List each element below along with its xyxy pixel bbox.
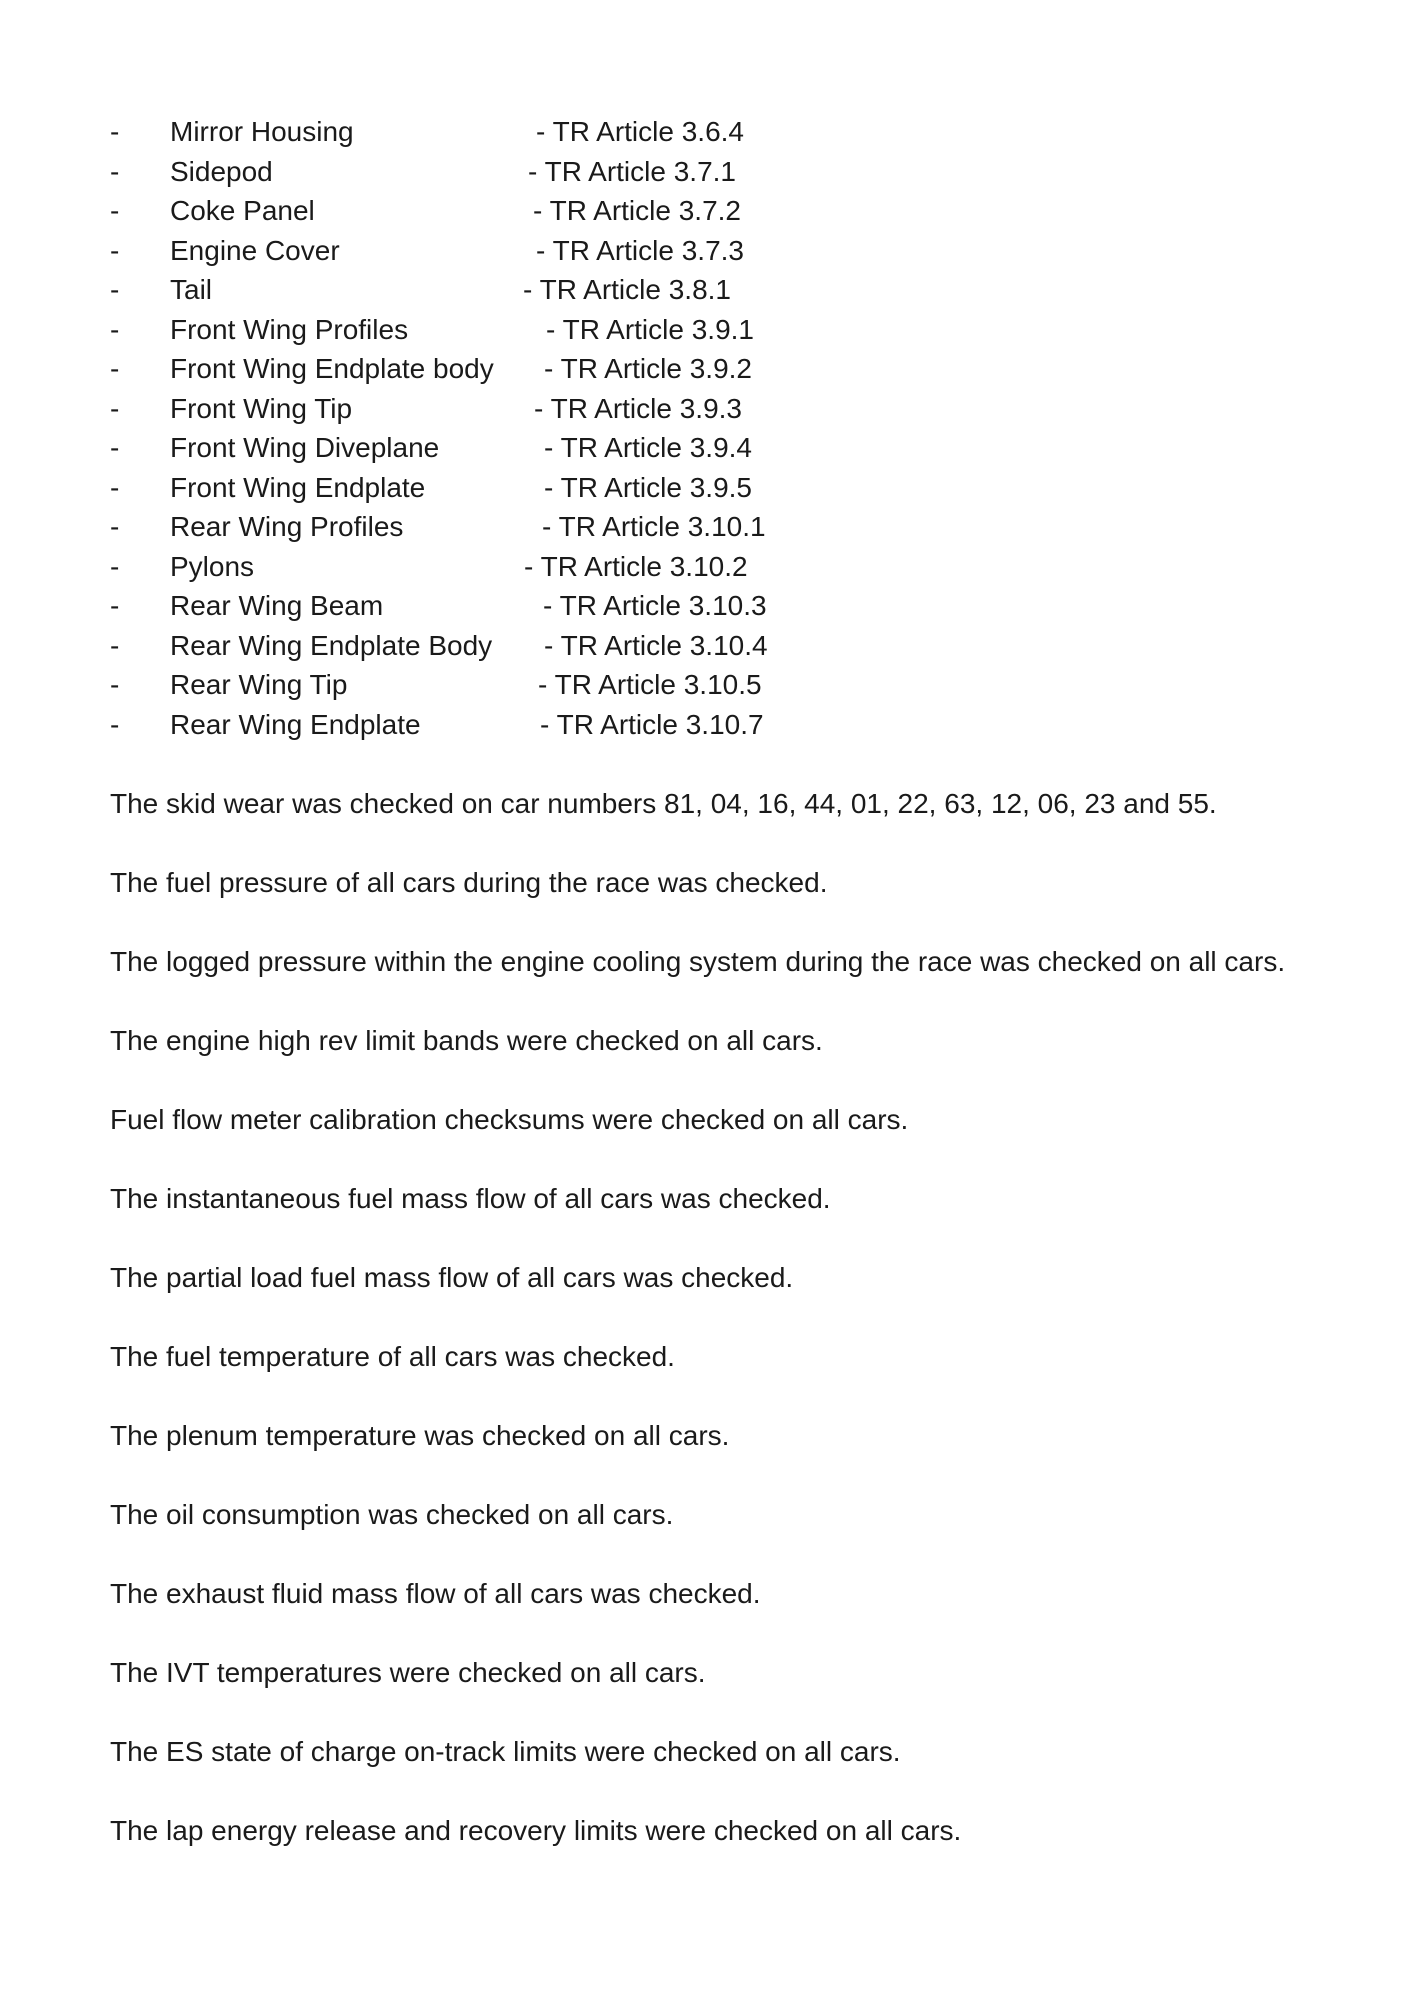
- list-item: [110, 276, 1010, 316]
- article-reference: - TR Article 3.10.7: [540, 708, 764, 740]
- component-name: Pylons: [170, 550, 255, 582]
- article-reference: - TR Article 3.10.1: [542, 511, 766, 542]
- article-reference: - TR Article 3.8.1: [523, 274, 732, 305]
- article-reference: - TR Article 3.10.2: [524, 550, 748, 582]
- paragraph: The lap energy release and recovery limits were checked on all cars.: [110, 1815, 962, 1846]
- list-item: [110, 392, 1010, 435]
- list-item: [110, 513, 1010, 553]
- list-dash: -: [110, 550, 120, 582]
- list-dash: -: [110, 708, 120, 740]
- list-dash: -: [110, 392, 120, 424]
- paragraph: The engine high rev limit bands were checked on all cars.: [110, 1025, 823, 1056]
- paragraph: The fuel temperature of all cars was checked.: [110, 1341, 675, 1372]
- component-name: Front Wing Tip: [170, 392, 353, 424]
- article-reference: - TR Article 3.10.4: [544, 629, 768, 661]
- article-reference: - TR Article 3.9.2: [544, 353, 753, 384]
- paragraph: The instantaneous fuel mass flow of all cars was checked.: [110, 1183, 831, 1214]
- list-item: [110, 118, 1010, 158]
- article-reference: - TR Article 3.9.4: [544, 432, 753, 463]
- list-dash: -: [110, 155, 120, 187]
- list-item: [110, 234, 1010, 277]
- list-item: [110, 197, 1010, 237]
- list-item: [110, 313, 1010, 356]
- article-reference: - TR Article 3.7.3: [536, 234, 745, 266]
- paragraph: The fuel pressure of all cars during the race was checked.: [110, 867, 828, 898]
- component-name: Coke Panel: [170, 195, 315, 226]
- paragraph: The skid wear was checked on car numbers 81, 04, 16, 44, 01, 22, 63, 12, 06, 23 and 55.: [110, 788, 1217, 819]
- list-dash: -: [110, 471, 120, 503]
- component-name: Engine Cover: [170, 234, 340, 266]
- component-name: Front Wing Profiles: [170, 313, 409, 345]
- list-dash: -: [110, 590, 120, 621]
- paragraph: The plenum temperature was checked on all cars.: [110, 1420, 730, 1451]
- list-dash: -: [110, 669, 120, 700]
- paragraph: Fuel flow meter calibration checksums were checked on all cars.: [110, 1104, 909, 1135]
- component-name: Front Wing Endplate: [170, 471, 426, 503]
- component-name: Rear Wing Endplate: [170, 708, 421, 740]
- list-dash: -: [110, 511, 120, 542]
- article-reference: - TR Article 3.9.3: [534, 392, 743, 424]
- list-item: [110, 629, 1010, 672]
- article-reference: - TR Article 3.7.1: [528, 155, 737, 187]
- paragraph: The IVT temperatures were checked on all cars.: [110, 1657, 706, 1688]
- article-reference: - TR Article 3.7.2: [533, 195, 742, 226]
- list-item: [110, 550, 1010, 593]
- paragraph: The oil consumption was checked on all cars.: [110, 1499, 674, 1530]
- component-list: [110, 118, 1010, 750]
- list-dash: -: [110, 195, 120, 226]
- paragraph: The ES state of charge on-track limits were checked on all cars.: [110, 1736, 901, 1767]
- paragraph: The partial load fuel mass flow of all cars was checked.: [110, 1262, 794, 1293]
- component-name: Rear Wing Beam: [170, 590, 384, 621]
- article-reference: - TR Article 3.10.3: [543, 590, 767, 621]
- list-item: [110, 355, 1010, 395]
- component-name: Front Wing Diveplane: [170, 432, 440, 463]
- list-dash: -: [110, 313, 120, 345]
- list-item: [110, 671, 1010, 711]
- component-name: Mirror Housing: [170, 116, 354, 147]
- list-dash: -: [110, 629, 120, 661]
- list-item: [110, 434, 1010, 474]
- list-dash: -: [110, 234, 120, 266]
- list-item: [110, 471, 1010, 514]
- component-name: Sidepod: [170, 155, 273, 187]
- list-item: [110, 592, 1010, 632]
- component-name: Rear Wing Profiles: [170, 511, 404, 542]
- paragraph: The exhaust fluid mass flow of all cars was checked.: [110, 1578, 761, 1609]
- component-name: Tail: [170, 274, 213, 305]
- article-reference: - TR Article 3.9.5: [544, 471, 753, 503]
- list-dash: -: [110, 432, 120, 463]
- list-item: [110, 708, 1010, 751]
- list-dash: -: [110, 353, 120, 384]
- list-dash: -: [110, 274, 120, 305]
- component-name: Rear Wing Tip: [170, 669, 348, 700]
- article-reference: - TR Article 3.10.5: [538, 669, 762, 700]
- list-dash: -: [110, 116, 120, 147]
- checks-section: [110, 790, 1330, 1896]
- list-item: [110, 155, 1010, 198]
- paragraph: The logged pressure within the engine cooling system during the race was checked on all cars.: [110, 946, 1286, 977]
- component-name: Front Wing Endplate body: [170, 353, 494, 384]
- article-reference: - TR Article 3.9.1: [546, 313, 755, 345]
- component-name: Rear Wing Endplate Body: [170, 629, 493, 661]
- article-reference: - TR Article 3.6.4: [536, 116, 745, 147]
